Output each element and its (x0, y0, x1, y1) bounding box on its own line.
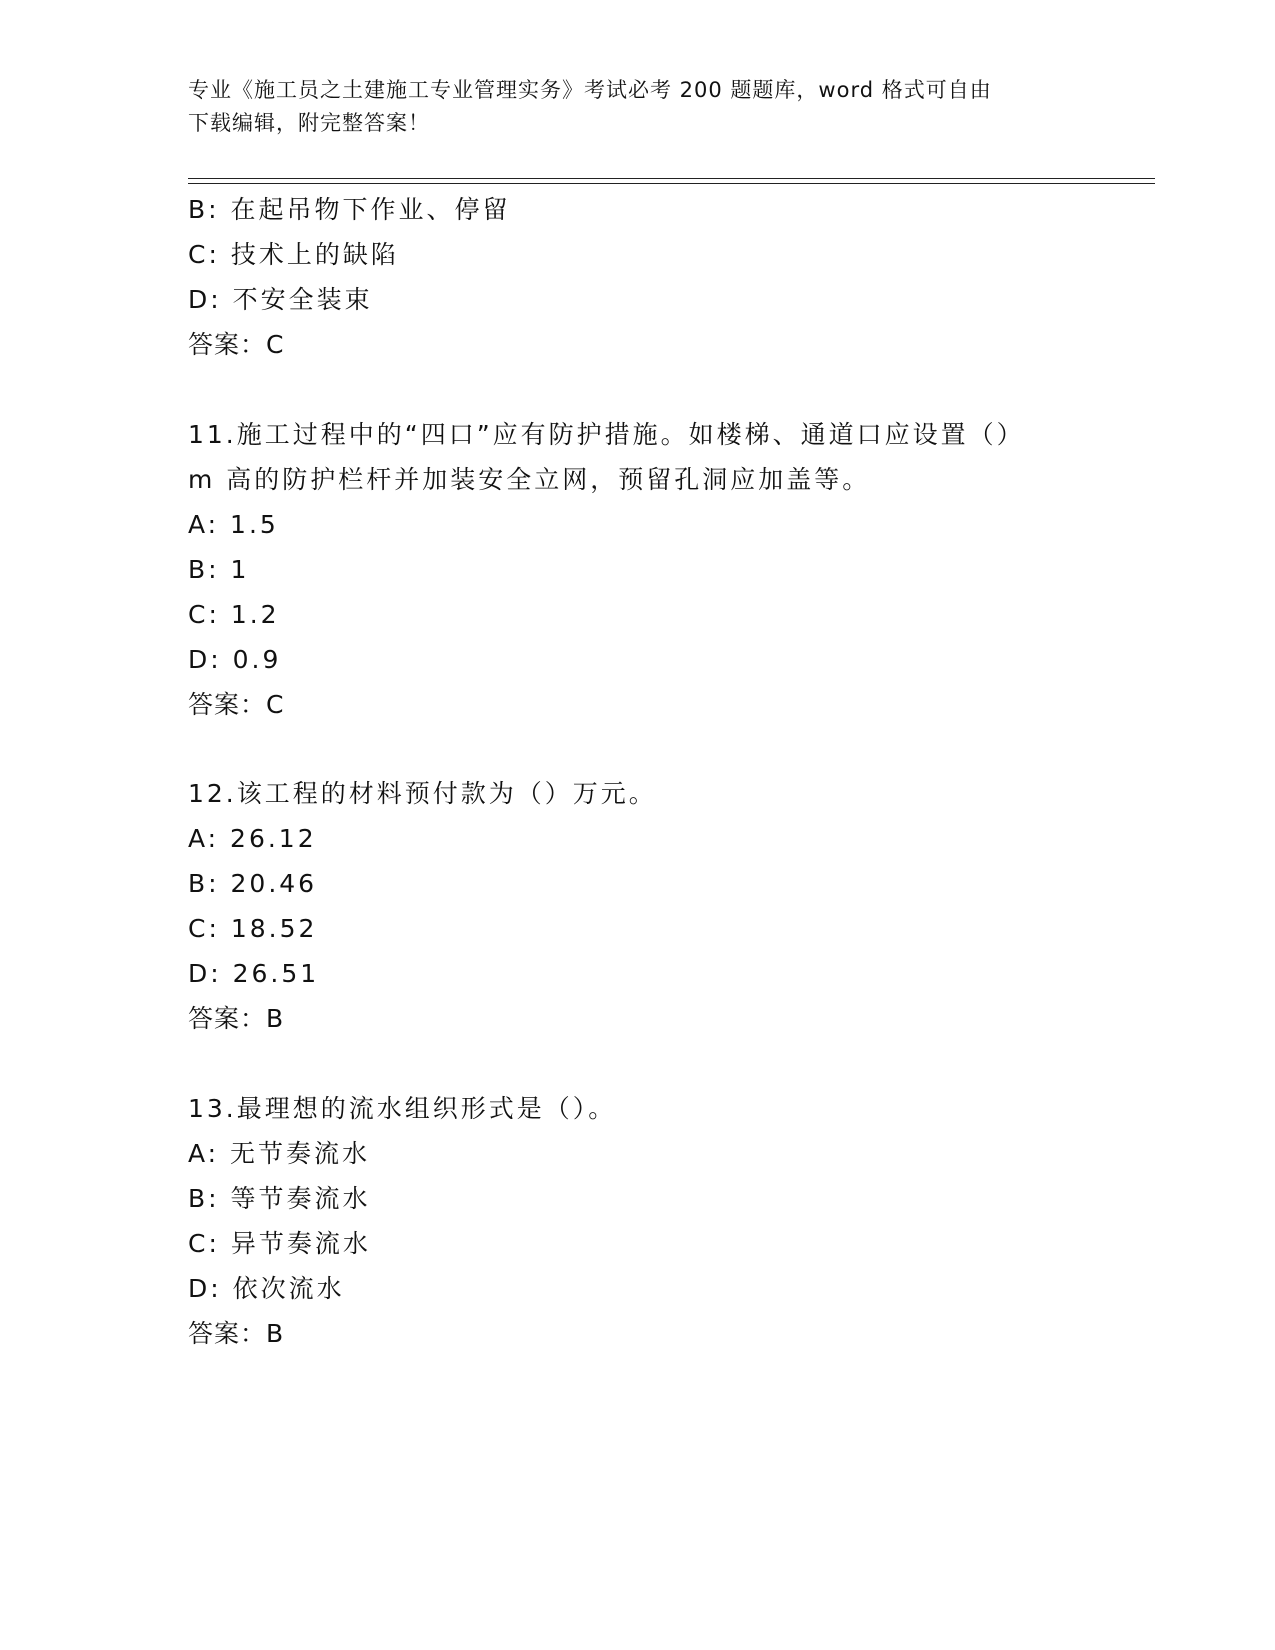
answer-label: 答案： (188, 1319, 267, 1348)
option-line: C: 18.52 (188, 914, 318, 943)
header-line-1: 专业《施工员之土建施工专业管理实务》考试必考 200 题题库，word 格式可自由 (188, 78, 992, 102)
option-line: D: 依次流水 (188, 1274, 345, 1303)
question-stem: 13.最理想的流水组织形式是（）。 (188, 1094, 617, 1123)
question-stem: 11.施工过程中的“四口”应有防护措施。如楼梯、通道口应设置（） (188, 420, 1025, 449)
option-line: B: 1 (188, 555, 250, 584)
option-line: C: 异节奏流水 (188, 1229, 371, 1258)
answer-line (188, 1002, 284, 1036)
header-divider-top (188, 178, 1155, 179)
answer-value: B (266, 1319, 285, 1348)
header-line-2: 下载编辑，附完整答案！ (188, 111, 430, 135)
answer-line (188, 328, 284, 362)
question-stem: m 高的防护栏杆并加装安全立网，预留孔洞应加盖等。 (188, 465, 871, 494)
answer-label: 答案： (188, 690, 267, 719)
option-line: D: 26.51 (188, 959, 320, 988)
option-line: D: 不安全装束 (188, 285, 373, 314)
option-line: A: 无节奏流水 (188, 1139, 371, 1168)
option-line: C: 技术上的缺陷 (188, 240, 399, 269)
answer-value: C (266, 690, 285, 719)
answer-label: 答案： (188, 330, 267, 359)
option-line: C: 1.2 (188, 600, 280, 629)
option-line: D: 0.9 (188, 645, 282, 674)
option-line: B: 在起吊物下作业、停留 (188, 195, 511, 224)
question-stem: 12.该工程的材料预付款为（）万元。 (188, 779, 657, 808)
option-line: A: 26.12 (188, 824, 317, 853)
document-header (188, 74, 1068, 140)
option-line: A: 1.5 (188, 510, 279, 539)
answer-value: C (266, 330, 285, 359)
answer-label: 答案： (188, 1004, 267, 1033)
answer-value: B (266, 1004, 285, 1033)
header-divider-bottom (188, 183, 1155, 184)
answer-line (188, 688, 284, 722)
option-line: B: 20.46 (188, 869, 318, 898)
answer-line (188, 1317, 284, 1351)
option-line: B: 等节奏流水 (188, 1184, 371, 1213)
